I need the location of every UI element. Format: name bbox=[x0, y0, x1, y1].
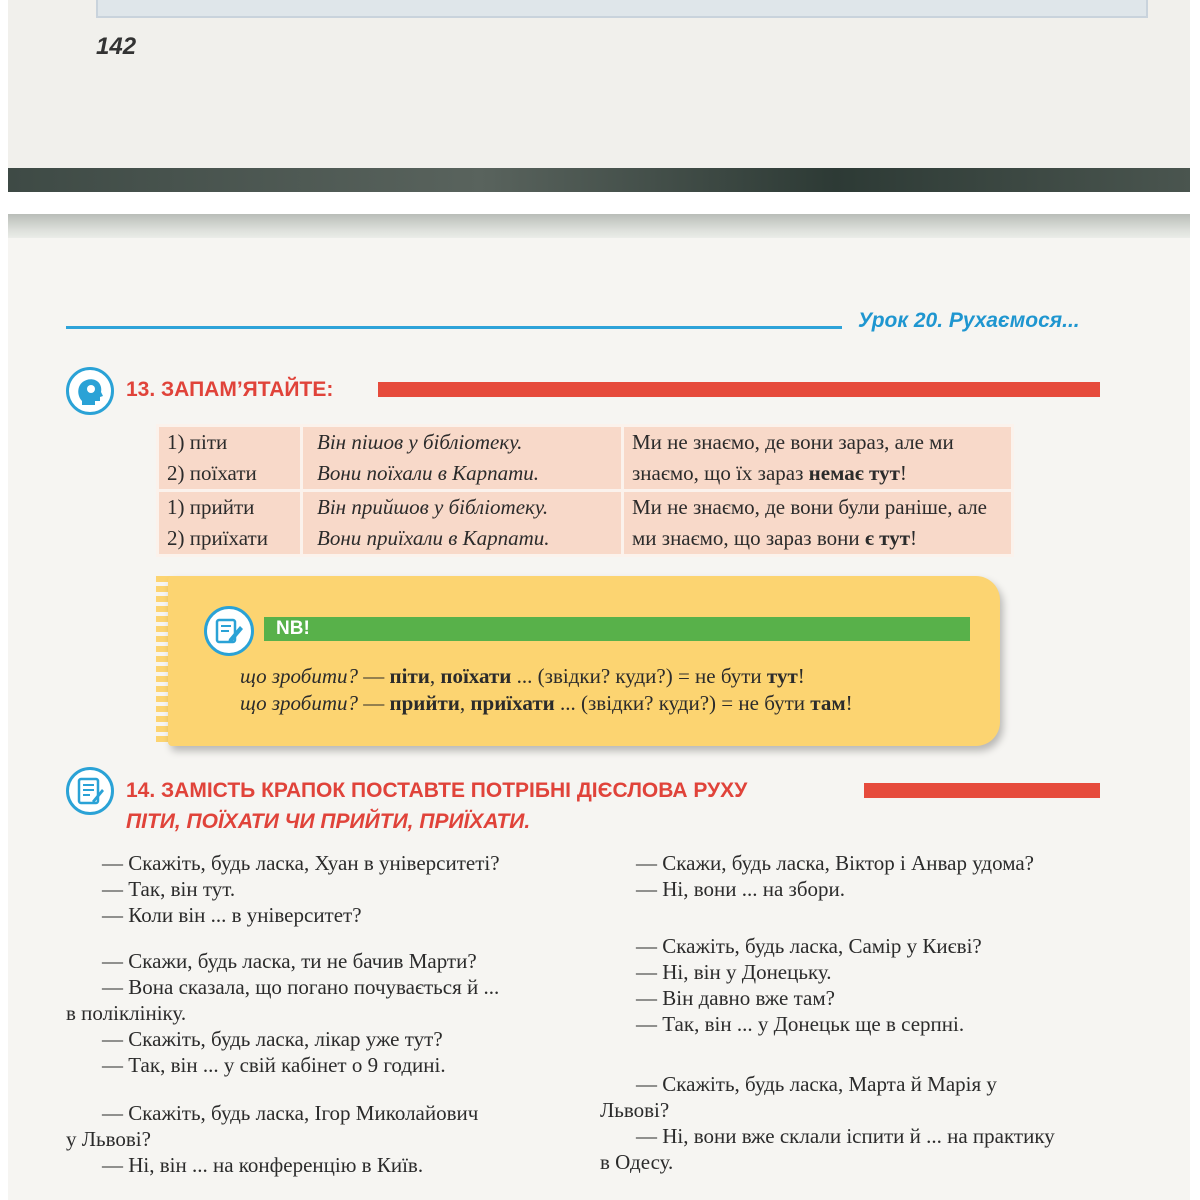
previous-page bbox=[8, 0, 1190, 168]
dialogue-text: — Вона сказала, що погано почувається й ... bbox=[102, 975, 500, 999]
note-emphasis: немає тут bbox=[808, 461, 900, 485]
example-sentence: Він пішов у бібліотеку. bbox=[317, 430, 523, 454]
examples-cell bbox=[302, 426, 623, 491]
dialogue-line bbox=[600, 1123, 1100, 1149]
dialogue-text: — Ні, він у Донецьку. bbox=[636, 960, 832, 984]
verbs-table bbox=[156, 424, 1014, 557]
dialogue-right-3 bbox=[600, 1071, 1100, 1175]
nb-verb: прийти bbox=[389, 691, 460, 715]
dialogue-text: — Коли він ... в університет? bbox=[102, 903, 362, 927]
nb-rule-line-1 bbox=[240, 664, 805, 689]
dialogue-line bbox=[66, 948, 576, 974]
nb-verb: приїхати bbox=[470, 691, 555, 715]
note-end: ! bbox=[899, 461, 907, 485]
dialogue-text: — Ні, він ... на конференцію в Київ. bbox=[102, 1153, 424, 1177]
nb-separator: , bbox=[429, 664, 441, 688]
dialogue-line bbox=[66, 1152, 576, 1178]
dialogue-text: в поліклініку. bbox=[66, 1001, 187, 1025]
example-sentence: Вони приїхали в Карпати. bbox=[317, 526, 550, 550]
note-cell bbox=[623, 491, 1013, 556]
nb-place: там bbox=[810, 691, 846, 715]
dialogue-text: — Скажіть, будь ласка, Марта й Марія у bbox=[636, 1072, 997, 1096]
nb-end: ! bbox=[845, 691, 853, 715]
verb-item: 2) поїхати bbox=[167, 461, 257, 485]
dialogue-line bbox=[66, 850, 576, 876]
nb-rule-line-2 bbox=[240, 691, 853, 716]
nb-question: що зробити? bbox=[240, 664, 359, 688]
dialogue-text: — Так, він ... у Донецьк ще в серпні. bbox=[636, 1012, 965, 1036]
verb-item: 1) піти bbox=[167, 430, 228, 454]
nb-place: тут bbox=[766, 664, 798, 688]
dialogue-left-3 bbox=[66, 1100, 576, 1178]
dialogue-text: — Він давно вже там? bbox=[636, 986, 835, 1010]
exercise-13-bar bbox=[378, 382, 1100, 397]
verb-item: 1) прийти bbox=[167, 495, 255, 519]
dialogue-line bbox=[600, 850, 1110, 876]
dialogue-right-1 bbox=[600, 850, 1110, 902]
dialogue-line bbox=[66, 1100, 576, 1126]
nb-label: NB! bbox=[276, 618, 310, 639]
dialogue-right-2 bbox=[600, 933, 1110, 1037]
lesson-title: Урок 20. Рухаємося... bbox=[858, 309, 1080, 332]
memorize-head-icon bbox=[66, 367, 114, 415]
dialogue-line bbox=[66, 974, 576, 1000]
dialogue-text: — Скажіть, будь ласка, Ігор Миколайович bbox=[102, 1101, 479, 1125]
dialogue-text: — Скажіть, будь ласка, лікар уже тут? bbox=[102, 1027, 443, 1051]
dialogue-line bbox=[600, 1011, 1110, 1037]
dialogue-text: — Скажіть, будь ласка, Хуан в університеті? bbox=[102, 851, 500, 875]
dialogue-line bbox=[66, 902, 576, 928]
dialogue-line bbox=[600, 933, 1110, 959]
examples-cell bbox=[302, 491, 623, 556]
exercise-document-icon bbox=[66, 767, 114, 815]
dialogue-text: — Скажи, будь ласка, ти не бачив Марти? bbox=[102, 949, 477, 973]
nb-rule-text: ... (звідки? куди?) = не бути bbox=[554, 691, 811, 715]
dialogue-text: — Ні, вони вже склали іспити й ... на практику bbox=[636, 1124, 1055, 1148]
nb-header-bar bbox=[264, 617, 970, 641]
dialogue-left-1 bbox=[66, 850, 576, 928]
dialogue-line bbox=[600, 959, 1110, 985]
dialogue-text: — Скажіть, будь ласка, Самір у Києві? bbox=[636, 934, 982, 958]
nb-verb: піти bbox=[389, 664, 430, 688]
nb-end: ! bbox=[797, 664, 805, 688]
nb-question: що зробити? bbox=[240, 691, 359, 715]
verbs-cell bbox=[158, 491, 302, 556]
dialogue-text: — Скажи, будь ласка, Віктор і Анвар удома? bbox=[636, 851, 1034, 875]
page-gap bbox=[8, 168, 1190, 192]
edit-note-icon bbox=[204, 606, 254, 656]
dialogue-line bbox=[600, 876, 1110, 902]
exercise-14-bar bbox=[864, 783, 1100, 798]
nb-rule-text: ... (звідки? куди?) = не бути bbox=[511, 664, 767, 688]
example-sentence: Вони поїхали в Карпати. bbox=[317, 461, 540, 485]
nb-separator: , bbox=[459, 691, 471, 715]
verb-item: 2) приїхати bbox=[167, 526, 268, 550]
dialogue-line bbox=[66, 876, 576, 902]
dialogue-text: у Львові? bbox=[66, 1127, 151, 1151]
note-end: ! bbox=[910, 526, 918, 550]
exercise-13-title: 13. ЗАПАМ’ЯТАЙТЕ: bbox=[126, 378, 334, 401]
dialogue-text: в Одесу. bbox=[600, 1150, 674, 1174]
note-emphasis: є тут bbox=[864, 526, 911, 550]
dialogue-line bbox=[600, 1097, 1100, 1123]
table-row bbox=[158, 426, 1013, 491]
dialogue-line bbox=[600, 985, 1110, 1011]
note-text: Ми не знаємо, де вони були раніше, але ми знаємо, що зараз вони bbox=[632, 495, 988, 550]
dialogue-line bbox=[600, 1149, 1100, 1175]
example-sentence: Він прийшов у бібліотеку. bbox=[317, 495, 549, 519]
exercise-14-title: 14. ЗАМІСТЬ КРАПОК ПОСТАВТЕ ПОТРІБНІ ДІЄСЛОВА РУХУ bbox=[126, 779, 748, 802]
note-cell bbox=[623, 426, 1013, 491]
dialogue-line bbox=[66, 1052, 576, 1078]
table-row bbox=[158, 491, 1013, 556]
verbs-cell bbox=[158, 426, 302, 491]
dialogue-left-2 bbox=[66, 948, 576, 1078]
previous-page-box bbox=[96, 0, 1148, 18]
dialogue-text: — Ні, вони ... на збори. bbox=[636, 877, 846, 901]
nb-verb: поїхати bbox=[440, 664, 512, 688]
dialogue-line bbox=[66, 1000, 576, 1026]
dialogue-line bbox=[600, 1071, 1100, 1097]
exercise-14-subtitle: ПІТИ, ПОЇХАТИ ЧИ ПРИЙТИ, ПРИЇХАТИ. bbox=[126, 810, 531, 833]
dialogue-text: — Так, він ... у свій кабінет о 9 годині. bbox=[102, 1053, 446, 1077]
dialogue-text: — Так, він тут. bbox=[102, 877, 236, 901]
page-edge-shadow bbox=[8, 214, 1190, 240]
dialogue-text: Львові? bbox=[600, 1098, 670, 1122]
dialogue-line bbox=[66, 1126, 576, 1152]
nb-dash: — bbox=[358, 664, 390, 688]
nb-note-box bbox=[168, 576, 1000, 746]
header-rule bbox=[66, 326, 842, 329]
dialogue-line bbox=[66, 1026, 576, 1052]
page-number: 142 bbox=[96, 33, 137, 60]
nb-dash: — bbox=[358, 691, 390, 715]
note-text: Ми не знаємо, де вони зараз, але ми знаємо, що їх зараз bbox=[632, 430, 954, 485]
